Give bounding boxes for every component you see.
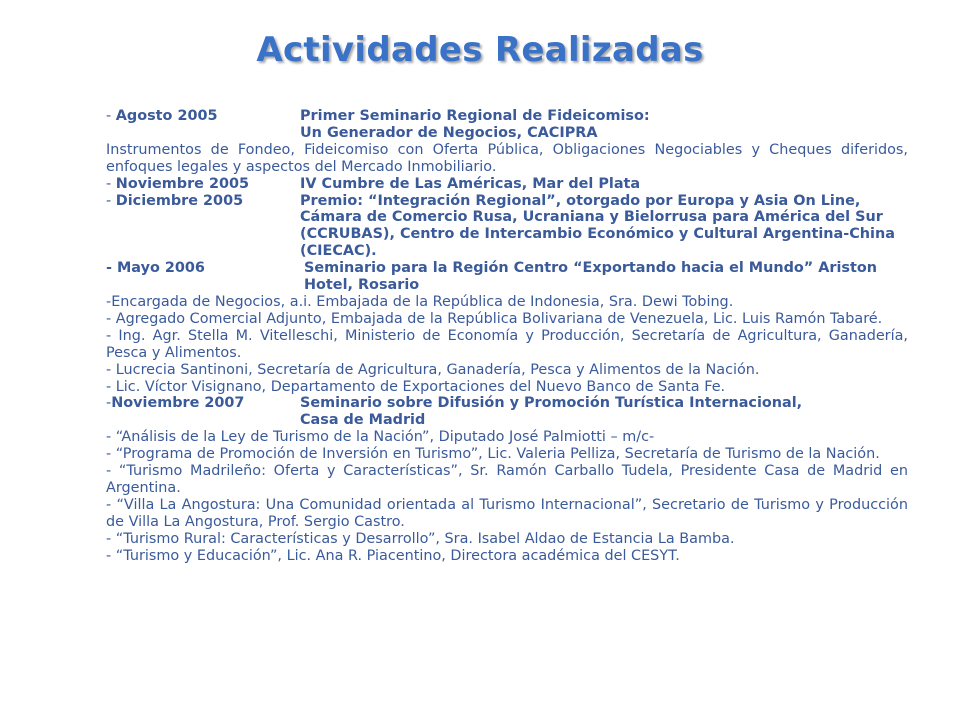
mayo-item: - Lic. Víctor Visignano, Departamento de Exportaciones del Nuevo Banco de Santa Fe. (106, 378, 726, 395)
entry-event: Primer Seminario Regional de Fideicomiso: Un Generador de Negocios, CACIPRA (300, 108, 650, 141)
mayo-item: - Lucrecia Santinoni, Secretaría de Agricultura, Ganadería, Pesca y Alimentos de la Nación. (106, 361, 760, 378)
nov2007-item: - “Turismo Madrileño: Oferta y Características”, Sr. Ramón Carballo Tudela, Presidente Casa de Madrid en Argentina. (106, 463, 908, 496)
mayo-item: - Agregado Comercial Adjunto, Embajada de la República Bolivariana de Venezuela, Lic. Luis Ramón Tabaré. (106, 310, 883, 327)
entry-diciembre-2005 (106, 193, 908, 261)
entry-noviembre-2007 (106, 395, 908, 429)
mayo-item: -Encargada de Negocios, a.i. Embajada de la República de Indonesia, Sra. Dewi Tobing. (106, 293, 734, 310)
entry-date: - Diciembre 2005 (106, 192, 244, 209)
entry-date: - Noviembre 2005 (106, 175, 249, 192)
nov2007-item: - “Turismo y Educación”, Lic. Ana R. Piacentino, Directora académica del CESYT. (106, 547, 680, 564)
entry-mayo-2006 (106, 260, 908, 294)
nov2007-item: - “Turismo Rural: Características y Desarrollo”, Sra. Isabel Aldao de Estancia La Bamba. (106, 530, 735, 547)
nov2007-item: - “Villa La Angostura: Una Comunidad orientada al Turismo Internacional”, Secretario de Turismo y Producción de Villa La Angostura, Prof. Sergio Castro. (106, 496, 908, 530)
nov2007-item: - “Programa de Promoción de Inversión en Turismo”, Lic. Valeria Pelliza, Secretaría de Turismo de la Nación. (106, 446, 880, 463)
entry-agosto-2005 (106, 108, 908, 142)
entry-date: -Noviembre 2007 (106, 395, 245, 412)
entry-date: - Mayo 2006 (106, 260, 205, 277)
mayo-item: - Ing. Agr. Stella M. Vitelleschi, Ministerio de Economía y Producción, Secretaría de Agricultura, Ganadería, Pesca y Alimentos. (106, 327, 908, 361)
entry-noviembre-2005 (106, 176, 908, 193)
entry-event: IV Cumbre de Las Américas, Mar del Plata (300, 175, 641, 192)
entry-event: Premio: “Integración Regional”, otorgado por Europa y Asia On Line, Cámara de Comercio Rusa, Ucraniana y Bielorrusa para América del Sur (CCRUBAS), Centro de Intercambio Económico y Cultural Argentina-China (CIECAC). (300, 192, 895, 260)
entry-date: - Agosto 2005 (106, 108, 218, 124)
paragraph-fondeo: Instrumentos de Fondeo, Fideicomiso con Oferta Pública, Obligaciones Negociables y Cheques diferidos, enfoques legales y aspectos del Mercado Inmobiliario. (106, 141, 908, 175)
slide-body (106, 108, 908, 564)
nov2007-item: - “Análisis de la Ley de Turismo de la Nación”, Diputado José Palmiotti – m/c- (106, 429, 655, 446)
entry-event: Seminario para la Región Centro “Exportando hacia el Mundo” Ariston Hotel, Rosario (304, 260, 878, 294)
slide-title: Actividades Realizadas (256, 30, 704, 70)
entry-event: Seminario sobre Difusión y Promoción Turística Internacional, Casa de Madrid (300, 395, 803, 429)
